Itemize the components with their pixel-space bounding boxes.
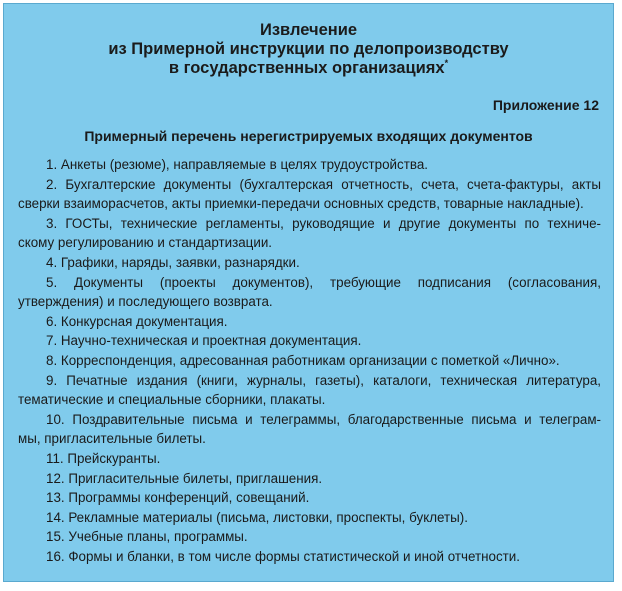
list-item: [18, 312, 601, 332]
list-item: [18, 351, 601, 371]
list-item-line: 6. Конкурсная документация.: [46, 313, 228, 329]
document-list: [18, 155, 601, 566]
list-item-line: 14. Рекламные материалы (письма, листовки, проспекты, буклеты).: [46, 509, 468, 525]
title-line-1: Извлечение: [259, 21, 358, 39]
list-item: [18, 253, 601, 273]
list-item-line: 4. Графики, наряды, заявки, разнарядки.: [46, 254, 300, 270]
list-item: [18, 331, 601, 351]
list-item-line: 2. Бухгалтерские документы (бухгалтерская отчетность, счета, счета-фактуры, акты: [46, 176, 601, 192]
list-item-line: 8. Корреспонденция, адресованная работникам организации с пометкой «Лично».: [46, 352, 560, 368]
list-item: [18, 508, 601, 528]
list-item: [18, 488, 601, 508]
list-item-line: 15. Учебные планы, программы.: [46, 529, 248, 545]
list-item: [18, 469, 601, 489]
list-item-line: 5. Документы (проекты документов), требующие подписания (согласования,: [46, 274, 601, 290]
title-line-2: из Примерной инструкции по делопроизводству: [108, 40, 509, 58]
list-item: [18, 273, 601, 312]
list-item-line: 9. Печатные издания (книги, журналы, газеты), каталоги, техническая литература,: [46, 372, 601, 388]
list-item-continuation: утверждения) и последующего возврата.: [18, 294, 273, 310]
list-item-line: 7. Научно-техническая и проектная документация.: [46, 333, 362, 349]
document-title: [4, 21, 613, 78]
list-item: [18, 371, 601, 410]
list-item-continuation: мы, пригласительные билеты.: [18, 431, 206, 447]
list-item-line: 3. ГОСТы, технические регламенты, руководящие и другие документы по техниче-: [46, 215, 601, 231]
title-line-3-text: в государственных организациях: [168, 59, 445, 77]
list-item-continuation: тематические и специальные сборники, плакаты.: [18, 392, 326, 408]
list-item-continuation: сверки взаиморасчетов, акты приемки-передачи основных средств, товарные накладные).: [18, 196, 584, 212]
list-item: [18, 410, 601, 449]
list-item-line: 16. Формы и бланки, в том числе формы статистической и иной отчетности.: [46, 548, 520, 564]
list-item: [18, 175, 601, 214]
list-item: [18, 155, 601, 175]
list-item-continuation: скому регулированию и стандартизации.: [18, 235, 273, 251]
list-item: [18, 214, 601, 253]
list-item-line: 13. Программы конференций, совещаний.: [46, 490, 310, 506]
appendix-label: Приложение 12: [492, 97, 599, 113]
list-item: [18, 449, 601, 469]
list-item-line: 12. Пригласительные билеты, приглашения.: [46, 470, 323, 486]
list-item-line: 11. Прейскуранты.: [46, 450, 161, 466]
list-item-line: 1. Анкеты (резюме), направляемые в целях трудоустройства.: [46, 157, 428, 172]
list-item: [18, 527, 601, 547]
title-line-3: [4, 59, 613, 78]
footnote-mark: *: [444, 58, 449, 68]
list-subtitle: Примерный перечень нерегистрируемых входящих документов: [84, 128, 533, 144]
list-item-line: 10. Поздравительные письма и телеграммы, благодарственные письма и телеграм-: [46, 411, 601, 427]
list-item: [18, 547, 601, 567]
document-panel: [3, 3, 614, 582]
